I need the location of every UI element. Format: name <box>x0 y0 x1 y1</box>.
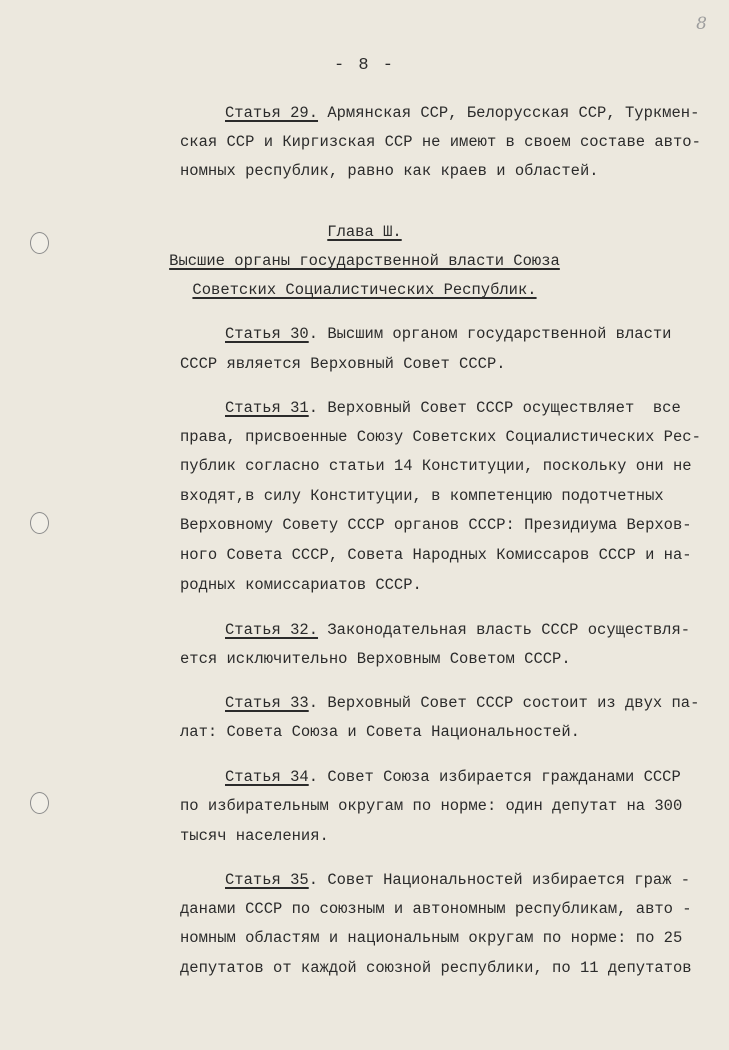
article-line: номным областям и национальным округам по норме: по 25 <box>180 929 683 947</box>
article-29-first-line: Статья 29. Армянская ССР, Белорусская ССР, Туркмен- <box>225 104 700 122</box>
article-label: Статья 33 <box>225 694 309 712</box>
article-line: данами СССР по союзным и автономным республикам, авто - <box>180 900 692 918</box>
article-32-first-line: Статья 32. Законодательная власть СССР осуществля- <box>225 621 691 639</box>
article-30-first-line: Статья 30. Высшим органом государственной власти <box>225 325 672 343</box>
article-line: СССР является Верховный Совет СССР. <box>180 355 506 373</box>
handwritten-page-mark: 8 <box>696 14 707 34</box>
chapter-heading: Глава Ш. <box>327 223 402 241</box>
article-label: Статья 35 <box>225 871 309 889</box>
chapter-title-line: Советских Социалистических Республик. <box>192 281 537 299</box>
article-label: Статья 34 <box>225 768 309 786</box>
article-label: Статья 29. <box>225 104 319 122</box>
article-line: Верховному Совету СССР органов СССР: Президиума Верхов- <box>180 516 692 534</box>
chapter-title-line: Высшие органы государственной власти Союза <box>169 252 560 270</box>
article-label: Статья 30 <box>225 325 309 343</box>
article-line: лат: Совета Союза и Совета Национальностей. <box>180 723 580 741</box>
article-35-first-line: Статья 35. Совет Национальностей избирается граж - <box>225 871 691 889</box>
article-31-first-line: Статья 31. Верховный Совет СССР осуществляет все <box>225 399 681 417</box>
article-label: Статья 31 <box>225 399 309 417</box>
article-line: ется исключительно Верховным Советом СССР. <box>180 650 571 668</box>
article-33-first-line: Статья 33. Верховный Совет СССР состоит из двух па- <box>225 694 700 712</box>
article-line: ская ССР и Киргизская ССР не имеют в своем составе авто- <box>180 133 701 151</box>
article-line: права, присвоенные Союзу Советских Социалистических Рес- <box>180 428 701 446</box>
article-line: депутатов от каждой союзной республики, по 11 депутатов <box>180 959 692 977</box>
punch-hole <box>30 512 49 534</box>
punch-hole <box>30 792 49 814</box>
article-line: публик согласно статьи 14 Конституции, поскольку они не <box>180 457 692 475</box>
article-line: номных республик, равно как краев и областей. <box>180 162 599 180</box>
article-label: Статья 32. <box>225 621 319 639</box>
article-line: входят,в силу Конституции, в компетенцию подотчетных <box>180 487 664 505</box>
article-line: по избирательным округам по норме: один депутат на 300 <box>180 797 683 815</box>
article-line: тысяч населения. <box>180 827 329 845</box>
article-line: родных комиссариатов СССР. <box>180 576 422 594</box>
page-number: - 8 - <box>333 56 395 75</box>
article-34-first-line: Статья 34. Совет Союза избирается гражданами СССР <box>225 768 681 786</box>
article-line: ного Совета СССР, Совета Народных Комиссаров СССР и на- <box>180 546 692 564</box>
